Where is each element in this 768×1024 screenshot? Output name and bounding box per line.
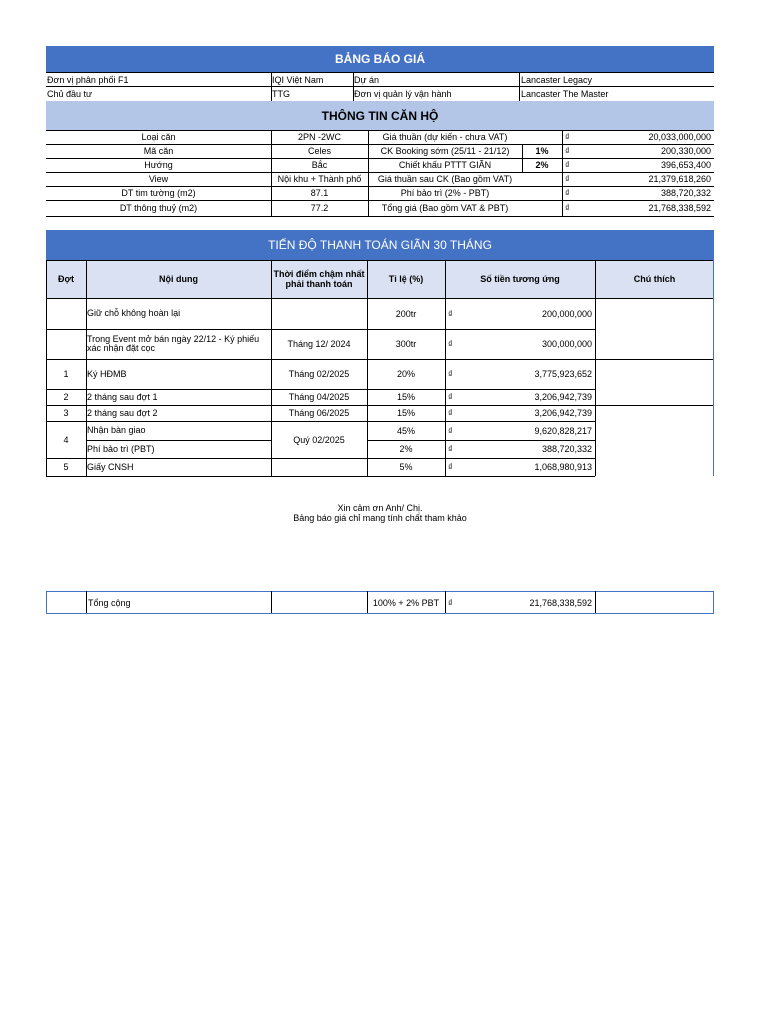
apt-field-value: Celes xyxy=(307,146,331,156)
installment-content: Giấy CNSH xyxy=(87,461,134,472)
investor-label: Chủ đầu tư xyxy=(47,89,93,99)
thanks-text: Xin cảm ơn Anh/ Chị. xyxy=(337,503,423,513)
grid-line xyxy=(713,260,714,476)
grid-line xyxy=(46,405,595,406)
grid-line xyxy=(595,405,714,406)
installment-deadline: Quý 02/2025 xyxy=(293,434,345,445)
apt-field-label: Mã căn xyxy=(143,146,174,156)
grid-line xyxy=(562,130,563,216)
grid-line xyxy=(367,440,595,441)
grid-line xyxy=(46,260,714,261)
apt-field-label: View xyxy=(148,174,169,184)
grid-line xyxy=(271,130,272,216)
grid-line xyxy=(46,329,595,330)
apt-field-value: 2PN -2WC xyxy=(297,132,341,142)
price-label: Tổng giá (Bao gồm VAT & PBT) xyxy=(381,203,509,213)
grid-line xyxy=(595,359,714,360)
price-amount: 388,720,332 xyxy=(660,188,711,198)
installment-content: Trong Event mở bán ngày 22/12 - Ký phiếu xác nhận đặt cọc xyxy=(87,334,260,353)
installment-deadline xyxy=(271,298,367,329)
distributor-value: IQI Việt Nam xyxy=(272,74,324,85)
currency-symbol: ₫ xyxy=(448,339,453,349)
installment-content: Nhận bàn giao xyxy=(87,425,146,435)
discount-percent xyxy=(522,200,562,216)
discount-percent: 2% xyxy=(535,160,549,170)
installment-amount: 3,206,942,739 xyxy=(534,392,592,402)
discount-percent xyxy=(522,186,562,200)
col-amount: Số tiền tương ứng xyxy=(480,274,560,284)
grid-line xyxy=(46,298,714,299)
grid-line xyxy=(46,458,595,459)
currency-symbol: ₫ xyxy=(448,444,453,454)
col-deadline: Thời điểm chậm nhất phải thanh toán xyxy=(273,269,365,289)
installment-amount: 9,620,828,217 xyxy=(534,425,592,436)
price-amount: 200,330,000 xyxy=(660,146,711,156)
currency-symbol: ₫ xyxy=(565,174,570,184)
reference-note: Bảng báo giá chỉ mang tính chất tham khảo xyxy=(293,513,467,523)
installment-content: 2 tháng sau đợt 2 xyxy=(87,407,158,418)
installment-number: 1 xyxy=(63,369,69,379)
grid-line xyxy=(86,440,271,441)
installment-number xyxy=(46,329,86,359)
installment-content: Giữ chỗ không hoàn lại xyxy=(87,308,181,318)
installment-deadline: Tháng 04/2025 xyxy=(288,392,350,402)
installment-rate: 2% xyxy=(399,444,413,454)
discount-percent xyxy=(522,172,562,186)
investor-value: TTG xyxy=(272,89,290,99)
discount-percent xyxy=(522,130,562,144)
project-label: Dự án xyxy=(354,74,380,85)
grid-line xyxy=(271,260,272,476)
currency-symbol: ₫ xyxy=(565,188,570,198)
price-label: Chiết khấu PTTT GIÃN xyxy=(398,160,492,170)
currency-symbol: ₫ xyxy=(448,392,453,402)
installment-rate: 200tr xyxy=(395,308,417,319)
installment-rate: 20% xyxy=(396,369,415,379)
operator-label: Đơn vị quản lý vận hành xyxy=(354,89,452,99)
installment-amount: 3,775,923,652 xyxy=(534,369,592,379)
apt-field-value: Bắc xyxy=(311,160,328,170)
price-label: Giá thuần (dự kiến - chưa VAT) xyxy=(382,132,508,142)
currency-symbol: ₫ xyxy=(565,203,570,213)
currency-symbol: ₫ xyxy=(565,132,570,142)
apartment-section-title: THÔNG TIN CĂN HỘ xyxy=(46,101,714,130)
installment-amount: 300,000,000 xyxy=(541,339,592,349)
price-amount: 20,033,000,000 xyxy=(648,132,711,142)
price-label: CK Booking sớm (25/11 - 21/12) xyxy=(380,146,510,156)
total-rate: 100% + 2% PBT xyxy=(372,597,440,608)
total-currency: ₫ xyxy=(448,597,453,608)
currency-symbol: ₫ xyxy=(448,308,453,319)
operator-value: Lancaster The Master xyxy=(521,89,609,99)
currency-symbol: ₫ xyxy=(448,425,453,436)
installment-number: 5 xyxy=(63,462,69,472)
installment-amount: 388,720,332 xyxy=(541,444,592,454)
apt-field-label: Loại căn xyxy=(141,132,176,142)
grid-line xyxy=(368,130,369,216)
grid-line xyxy=(522,144,523,172)
currency-symbol: ₫ xyxy=(448,408,453,418)
discount-percent: 1% xyxy=(535,146,549,156)
price-amount: 21,379,618,260 xyxy=(648,174,711,184)
installment-content: 2 tháng sau đợt 1 xyxy=(87,391,158,402)
col-rate: Tỉ lệ (%) xyxy=(388,274,424,284)
grid-line xyxy=(46,389,595,390)
col-content: Nội dung xyxy=(159,274,198,284)
price-amount: 396,653,400 xyxy=(660,160,711,170)
apt-field-label: DT thông thuỷ (m2) xyxy=(119,203,198,213)
grid-line xyxy=(46,260,47,476)
installment-deadline: Tháng 12/ 2024 xyxy=(287,339,351,349)
distributor-label: Đơn vị phân phối F1 xyxy=(47,74,129,85)
grid-line xyxy=(46,421,595,422)
installment-rate: 300tr xyxy=(395,339,417,349)
apt-field-label: DT tim tường (m2) xyxy=(121,188,196,198)
installment-amount: 3,206,942,739 xyxy=(534,408,592,418)
grid-line xyxy=(445,260,446,476)
currency-symbol: ₫ xyxy=(565,146,570,156)
currency-symbol: ₫ xyxy=(448,462,453,472)
currency-symbol: ₫ xyxy=(448,369,453,379)
total-amount: 21,768,338,592 xyxy=(529,597,592,608)
installment-deadline: Tháng 02/2025 xyxy=(288,369,350,379)
schedule-title: TIẾN ĐỘ THANH TOÁN GIÃN 30 THÁNG xyxy=(46,230,714,260)
installment-content: Ký HĐMB xyxy=(87,368,127,379)
grid-line xyxy=(46,476,595,477)
quote-title: BẢNG BÁO GIÁ xyxy=(46,46,714,72)
apt-field-value: Nội khu + Thành phố xyxy=(277,174,362,184)
grid-line xyxy=(595,260,596,476)
installment-number xyxy=(46,298,86,329)
currency-symbol: ₫ xyxy=(565,160,570,170)
installment-amount: 200,000,000 xyxy=(541,308,592,319)
project-value: Lancaster Legacy xyxy=(521,74,593,85)
installment-rate: 15% xyxy=(396,392,415,402)
price-label: Giá thuần sau CK (Bao gồm VAT) xyxy=(377,174,513,184)
installment-rate: 15% xyxy=(396,408,415,418)
apt-field-value: 87.1 xyxy=(310,188,329,198)
col-note: Chú thích xyxy=(633,274,676,284)
apt-field-label: Hướng xyxy=(144,160,173,170)
installment-rate: 45% xyxy=(396,425,415,436)
installment-number: 4 xyxy=(63,434,69,445)
installment-content: Phí bảo trì (PBT) xyxy=(87,443,155,454)
price-amount: 21,768,338,592 xyxy=(648,203,711,213)
installment-deadline: Tháng 06/2025 xyxy=(288,408,350,418)
grid-line xyxy=(46,359,595,360)
grid-line xyxy=(367,260,368,476)
total-label: Tổng cộng xyxy=(88,597,131,608)
grid-line xyxy=(86,260,87,476)
installment-amount: 1,068,980,913 xyxy=(534,462,592,472)
price-label: Phí bảo trì (2% - PBT) xyxy=(400,188,490,198)
installment-rate: 5% xyxy=(399,462,413,472)
installment-number: 2 xyxy=(63,392,69,402)
installment-number: 3 xyxy=(63,408,69,418)
col-dot: Đợt xyxy=(58,274,74,284)
apt-field-value: 77.2 xyxy=(310,203,329,213)
installment-deadline xyxy=(271,458,367,476)
